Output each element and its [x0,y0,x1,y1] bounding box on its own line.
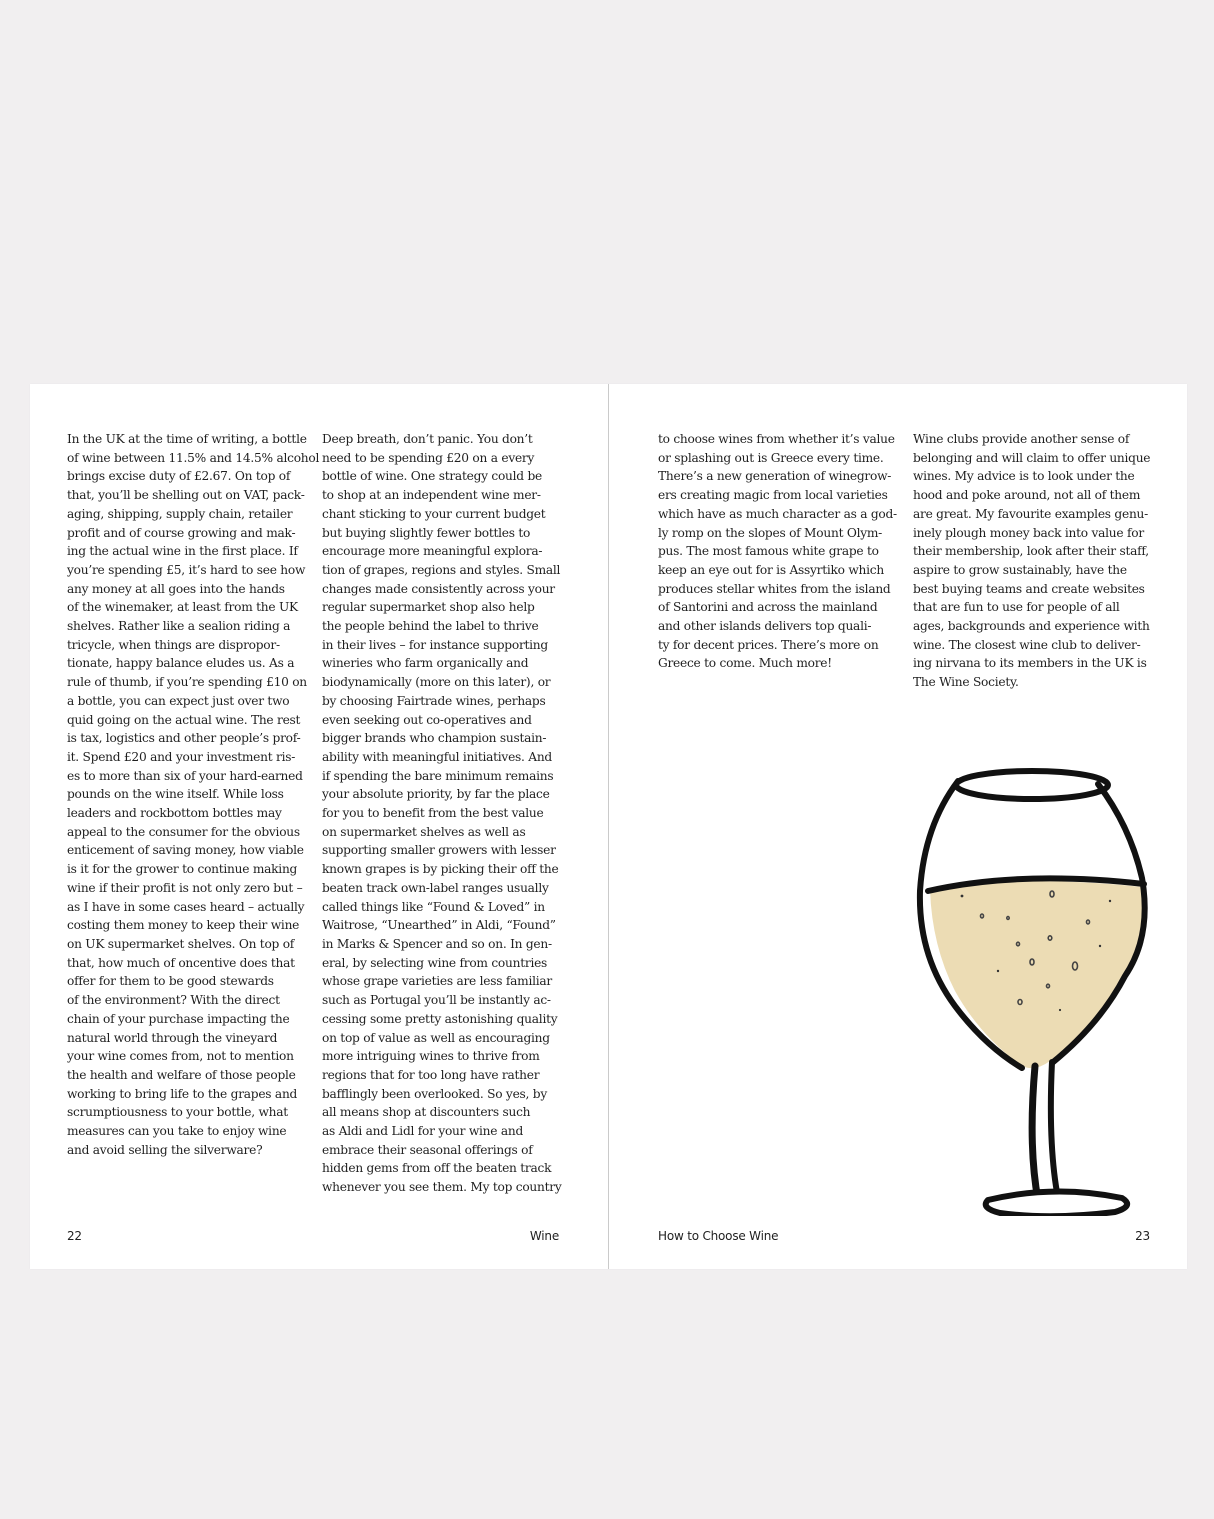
text-line: supporting smaller growers with lesser [322,843,556,858]
text-line: Greece to come. Much more! [658,656,832,671]
text-line: es to more than six of your hard-earned [67,768,303,783]
text-line: ty for decent prices. There’s more on [658,637,879,652]
text-line: cessing some pretty astonishing quality [322,1011,558,1026]
text-line: but buying slightly fewer bottles to [322,525,531,540]
text-line: bafflingly been overlooked. So yes, by [322,1086,547,1101]
text-line: profit and of course growing and mak- [67,525,296,540]
text-line: appeal to the consumer for the obvious [67,824,300,839]
text-line: biodynamically (more on this later), or [322,675,551,690]
text-line: wine if their profit is not only zero but – [67,880,303,895]
text-line: that, you’ll be shelling out on VAT, pack- [67,488,305,503]
text-line: regular supermarket shop also help [322,600,535,615]
text-line: wines. My advice is to look under the [913,469,1135,484]
glass-base [986,1191,1127,1216]
right-page-number: 23 [1135,1229,1150,1243]
white-wine-glass-icon [910,766,1150,1216]
text-line: Deep breath, don’t panic. You don’t [322,432,533,446]
text-line: that, how much of oncentive does that [67,955,295,970]
text-line: keep an eye out for is Assyrtiko which [658,562,884,577]
text-line: encourage more meaningful explora- [322,544,543,559]
text-line: is it for the grower to continue making [67,862,298,877]
text-line: ing nirvana to its members in the UK is [913,656,1147,671]
text-line: There’s a new generation of winegrow- [658,469,892,484]
text-line: costing them money to keep their wine [67,918,300,933]
text-line: if spending the bare minimum remains [322,768,554,783]
text-line: scrumptiousness to your bottle, what [67,1105,288,1120]
text-line: any money at all goes into the hands [67,581,285,596]
text-line: aging, shipping, supply chain, retailer [67,506,293,521]
text-line: quid going on the actual wine. The rest [67,712,301,727]
text-line: regions that for too long have rather [322,1067,540,1082]
text-line: brings excise duty of £2.67. On top of [67,469,291,484]
text-line: Wine clubs provide another sense of [913,432,1130,446]
text-line: or splashing out is Greece every time. [658,450,884,465]
text-line: in Marks & Spencer and so on. In gen- [322,936,552,951]
text-line: tionate, happy balance eludes us. As a [67,656,295,671]
glass-stem-left [1032,1066,1038,1200]
text-line: wine. The closest wine club to deliver- [913,637,1141,652]
text-line: offer for them to be good stewards [67,974,274,989]
text-line: is tax, logistics and other people’s prof- [67,731,301,746]
text-line: embrace their seasonal offerings of [322,1142,533,1157]
text-line: Waitrose, “Unearthed” in Aldi, “Found” [322,918,556,933]
text-line: belonging and will claim to offer unique [913,450,1151,465]
text-line: ability with meaningful initiatives. And [322,749,552,764]
right-page-column-2 [913,430,1151,692]
text-line: and other islands delivers top quali- [658,619,872,634]
text-line: In the UK at the time of writing, a bottle [67,432,307,446]
text-line: natural world through the vineyard [67,1030,278,1045]
right-page-column-1 [658,430,896,673]
text-line: their membership, look after their staff, [913,544,1149,559]
glass-rim [956,771,1108,799]
text-line: a bottle, you can expect just over two [67,693,290,708]
text-line: chant sticking to your current budget [322,506,546,521]
text-line: ing the actual wine in the first place. If [67,544,298,559]
text-line: The Wine Society. [913,675,1019,690]
text-line: to choose wines from whether it’s value [658,432,895,446]
text-line: hidden gems from off the beaten track [322,1161,552,1176]
text-line: inely plough money back into value for [913,525,1144,540]
text-line: aspire to grow sustainably, have the [913,562,1127,577]
wine-fill [930,881,1144,1068]
text-line: your absolute priority, by far the place [322,787,550,802]
text-line: ly romp on the slopes of Mount Olym- [658,525,883,540]
text-line: of wine between 11.5% and 14.5% alcohol [67,450,320,465]
text-line: are great. My favourite examples genu- [913,506,1149,521]
text-line: known grapes is by picking their off the [322,862,559,877]
text-line: tion of grapes, regions and styles. Small [322,562,561,577]
text-line: wineries who farm organically and [322,656,529,671]
text-line: changes made consistently across your [322,581,555,596]
text-line: bigger brands who champion sustain- [322,731,547,746]
text-line: by choosing Fairtrade wines, perhaps [322,693,546,708]
text-line: as Aldi and Lidl for your wine and [322,1124,524,1139]
text-line: pounds on the wine itself. While loss [67,787,284,802]
text-line: of Santorini and across the mainland [658,600,878,615]
text-line: on supermarket shelves as well as [322,824,526,839]
text-line: that are fun to use for people of all [913,600,1120,615]
text-line: measures can you take to enjoy wine [67,1124,287,1139]
text-line: chain of your purchase impacting the [67,1011,290,1026]
text-line: tricycle, when things are dispropor- [67,637,280,652]
text-line: in their lives – for instance supporting [322,637,548,652]
text-line: leaders and rockbottom bottles may [67,806,282,821]
text-line: need to be spending £20 on a every [322,450,535,465]
text-line: you’re spending £5, it’s hard to see how [67,562,306,577]
left-running-head: Wine [529,1229,559,1243]
text-line: of the winemaker, at least from the UK [67,600,298,615]
text-line: on UK supermarket shelves. On top of [67,936,295,951]
text-line: even seeking out co-operatives and [322,712,532,727]
text-line: it. Spend £20 and your investment ris- [67,749,296,764]
text-line: ers creating magic from local varieties [658,488,888,503]
text-line: and avoid selling the silverware? [67,1142,263,1157]
text-line: hood and poke around, not all of them [913,488,1141,503]
left-page-number: 22 [67,1229,82,1243]
text-line: all means shop at discounters such [322,1105,531,1120]
text-line: produces stellar whites from the island [658,581,891,596]
glass-stem-right [1051,1062,1058,1198]
right-running-head: How to Choose Wine [658,1229,779,1243]
text-line: the health and welfare of those people [67,1067,296,1082]
left-page-column-1 [67,430,320,1159]
text-line: ages, backgrounds and experience with [913,619,1150,634]
text-line: beaten track own-label ranges usually [322,880,549,895]
text-line: for you to benefit from the best value [322,806,544,821]
book-spread [30,384,1187,1269]
text-line: eral, by selecting wine from countries [322,955,548,970]
text-line: more intriguing wines to thrive from [322,1049,540,1064]
text-line: which have as much character as a god- [658,506,897,521]
book-gutter [608,384,609,1269]
text-line: as I have in some cases heard – actually [67,899,305,914]
text-line: rule of thumb, if you’re spending £10 on [67,675,307,690]
text-line: on top of value as well as encouraging [322,1030,550,1045]
text-line: such as Portugal you’ll be instantly ac- [322,993,551,1008]
text-line: of the environment? With the direct [67,993,280,1008]
text-line: whose grape varieties are less familiar [322,974,553,989]
text-line: to shop at an independent wine mer- [322,488,541,503]
text-line: bottle of wine. One strategy could be [322,469,542,484]
text-line: whenever you see them. My top country [322,1180,562,1195]
left-page-column-2 [322,430,560,1197]
text-line: shelves. Rather like a sealion riding a [67,619,291,634]
text-line: enticement of saving money, how viable [67,843,304,858]
text-line: best buying teams and create websites [913,581,1145,596]
text-line: the people behind the label to thrive [322,619,539,634]
text-line: working to bring life to the grapes and [67,1086,298,1101]
text-line: your wine comes from, not to mention [67,1049,294,1064]
text-line: pus. The most famous white grape to [658,544,879,559]
text-line: called things like “Found & Loved” in [322,899,545,914]
